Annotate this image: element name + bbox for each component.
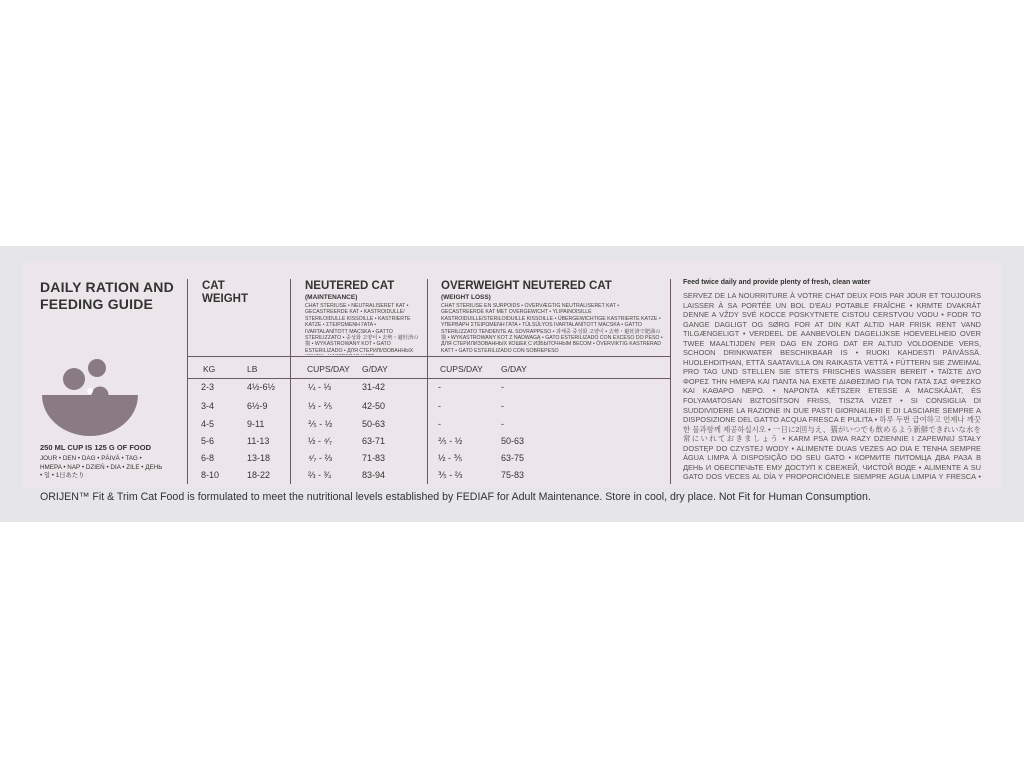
neutered-grams-cell: 63-71 xyxy=(362,436,386,446)
bowl-shape xyxy=(42,395,138,436)
overweight-grams-cell: 50-63 xyxy=(501,436,525,446)
neutered-grams-cell: 83-94 xyxy=(362,470,386,480)
kibble-icon xyxy=(63,368,85,390)
overweight-cups-cell: - xyxy=(438,419,441,429)
table-divider xyxy=(427,279,428,484)
table-divider xyxy=(290,279,291,484)
cat-weight-heading: CAT WEIGHT xyxy=(202,280,248,305)
lb-column-header: LB xyxy=(247,364,258,374)
lb-cell: 13-18 xyxy=(247,453,271,463)
overweight-grams-cell: 75-83 xyxy=(501,470,525,480)
footer-statement: ORIJEN™ Fit & Trim Cat Food is formulated to meet the nutritional levels established by FEDIAF for Adult Maintenance. Store in cool, dry place. Not Fit for Human Consumption. xyxy=(40,491,871,503)
overweight-cups-cell: ⅖ - ½ xyxy=(438,436,463,446)
neutered-heading: NEUTERED CAT xyxy=(305,280,395,292)
neutered-cups-cell: ⅓ - ⅖ xyxy=(308,401,333,411)
neutered-grams-cell: 50-63 xyxy=(362,419,386,429)
kg-cell: 3-4 xyxy=(201,401,215,411)
lb-cell: 11-13 xyxy=(247,436,270,446)
neutered-cups-cell: ⅔ - ¾ xyxy=(308,470,332,480)
overweight-cups-header: CUPS/DAY xyxy=(440,364,483,374)
overweight-cups-cell: - xyxy=(438,401,441,411)
overweight-grams-cell: 63-75 xyxy=(501,453,525,463)
lb-cell: 9-11 xyxy=(247,419,265,429)
kg-cell: 5-6 xyxy=(201,436,215,446)
neutered-cups-cell: ¼ - ⅓ xyxy=(308,382,332,392)
neutered-cups-header: CUPS/DAY xyxy=(307,364,350,374)
neutered-cups-cell: ½ - ⁴⁄₇ xyxy=(308,436,332,446)
kg-cell: 2-3 xyxy=(201,382,215,392)
overweight-grams-cell: - xyxy=(501,382,504,392)
neutered-grams-cell: 31-42 xyxy=(362,382,386,392)
neutered-grams-header: G/DAY xyxy=(362,364,388,374)
neutered-grams-cell: 42-50 xyxy=(362,401,386,411)
neutered-subheading: (MAINTENANCE) xyxy=(305,294,358,301)
lb-cell: 4½-6½ xyxy=(247,382,276,392)
overweight-grams-cell: - xyxy=(501,401,504,411)
page-title: DAILY RATION AND FEEDING GUIDE xyxy=(40,279,174,312)
kg-cell: 6-8 xyxy=(201,453,215,463)
overweight-heading: OVERWEIGHT NEUTERED CAT xyxy=(441,280,612,292)
overweight-cups-cell: - xyxy=(438,382,441,392)
overweight-cups-cell: ½ - ⅗ xyxy=(438,453,463,463)
neutered-grams-cell: 71-83 xyxy=(362,453,386,463)
column-rule xyxy=(187,378,670,379)
overweight-translations: CHAT STÉRILISÉ EN SURPOIDS • OVERVÆGTIG NEUTRALISERET KAT • GECASTREERDE KAT MET OVERGEWICHT • YLIPAINOISILLE KASTROIDUILLE/STERILOIDUILLE KISSOILLE • ÜBERGEWICHTIGE KASTRIERTE KATZE • ΥΠΕΡΒΑΡΗ ΣΤΕΙΡΩΜΕΝΗ ΓΑΤΑ • TÚLSÚLYOS IVARTALANÍTOTT MACSKA • GATTO STERILIZZATO TENDENTE AL SOVRAPPESO • 과체중 중성화 고양이 • 去勢・避妊済で肥満の猫 • WYKASTROWANY KOT Z NADWAGĄ • GATO ESTERILIZADO CON EXCESO DO PESO • ДЛЯ СТЕРИЛИЗОВАННЫХ КОШЕК С ИЗБЫТОЧНЫМ ВЕСОМ • ÖVERVIKTIG KASTRERAD KATT • GATO ESTERILIZADO CON SOBREPESO xyxy=(441,303,663,354)
kg-cell: 8-10 xyxy=(201,470,220,480)
neutered-cups-cell: ⁴⁄₇ - ⅔ xyxy=(308,453,332,463)
water-translations: SERVEZ DE LA NOURRITURE À VOTRE CHAT DEUX FOIS PAR JOUR ET TOUJOURS LAISSER À SA PORTÉE UN BOL D'EAU POTABLE FRAÎCHE • KRMTE DVAKRÁT DENNE A VŽDY SVÉ KOCCE POSKYTNETE CISTOU CERSTVOU VODU • FODR TO GANGE DAGLIGT OG SØRG FOR AT DIN KAT ALTID HAR FRISK RENT VAND TILGÆNGELIGT • VERDEEL DE AANBEVOLEN DAGELIJKSE HOEVEELHEID OVER TWEE MAALTIJDEN PER DAG EN ZORG DAT ER ALTIJD VOLDOENDE VERS, SCHOON DRINKWATER BESCHIKBAAR IS • RUOKI KAHDESTI PÄIVÄSSÄ. HUOLEHDITHAN, ETTÄ SAATAVILLA ON RAIKASTA VETTÄ • FÜTTERN SIE ZWEIMAL PRO TAG UND STELLEN SIE STETS FRISCHES WASSER BEREIT • ΤΑΪΣΤΕ ΔΥΟ ΦΟΡΕΣ ΤΗΝ ΗΜΕΡΑ ΚΑΙ ΠΑΝΤΑ ΝΑ ΕΧΕΤΕ ΔΙΑΘΕΣΙΜΟ ΓΙΑ ΤΟΝ ΓΑΤΑ ΣΑΣ ΦΡΕΣΚΟ ΚΑΙ ΚΑΘΑΡΟ ΝΕΡΟ. • NAPONTA KÉTSZER ETESSE A MACSKÁJÁT, ÉS FOLYAMATOSAN BIZTOSÍTSON FRISS, TISZTA VIZET • SI CONSIGLIA DI SUDDIVIDERE LA RAZIONE IN DUE PASTI GIORNALIERI E DI LASCIARE SEMPRE A DISPOSIZIONE DEL GATTO ACQUA FRESCA E PULITA • 하루 두번 급여하고 언제나 깨끗한 물과함께 제공하십시오 • 一日に2回与え、猫がいつでも飲めるよう新鮮できれいな水を常にいれておきましょう • KARM PSA DWA RAZY DZIENNIE I ZAPEWNIJ STAŁY DOSTĘP DO CZYSTEJ WODY • ALIMENTE DUAS VEZES AO DIA E TENHA SEMPRE ÁGUA LIMPA À DISPOSIÇÃO DO SEU GATO • КОРМИТЕ ПИТОМЦА ДВА РАЗА В ДЕНЬ И ОБЕСПЕЧЬТЕ ЕМУ ДОСТУП К СВЕЖЕЙ, ЧИСТОЙ ВОДЕ • ALIMENTE A SU GATO DOS VECES AL DÍA Y PROPORCIÓNELE SIEMPRE AGUA LIMPIA Y FRESCA • xyxy=(683,291,981,481)
overweight-subheading: (WEIGHT LOSS) xyxy=(441,294,491,301)
header-rule xyxy=(187,356,670,357)
kibble-icon xyxy=(88,359,106,377)
table-divider xyxy=(187,279,188,484)
overweight-cups-cell: ⅗ - ⅔ xyxy=(438,470,463,480)
water-heading: Feed twice daily and provide plenty of fresh, clean water xyxy=(683,279,871,286)
cup-note: 250 ML CUP IS 125 G OF FOOD xyxy=(40,443,152,452)
lb-cell: 18-22 xyxy=(247,470,271,480)
kg-cell: 4-5 xyxy=(201,419,215,429)
overweight-grams-cell: - xyxy=(501,419,504,429)
table-divider xyxy=(670,279,671,484)
bowl-icon xyxy=(40,358,140,440)
kg-column-header: KG xyxy=(203,364,216,374)
neutered-cups-cell: ⅖ - ½ xyxy=(308,419,333,429)
neutered-translations: CHAT STÉRILISÉ • NEUTRALISERET KAT • GECASTREERDE KAT • KASTROIDULLE/ STERILOIDULLE KISSOILLE • KASTRIERTE KATZE • ΣΤΕΙΡΩΜΕΝΗ ΓΑΤΑ • IVARTALANÍTOTT MACSKA • GATTO STERILIZZATO • 중성화 고양이 • 去勢・避妊済の猫 • WYKASTROWANY KOT • GATO ESTERILIZADO • ДЛЯ СТЕРИЛИЗОВАННЫХ xyxy=(305,303,419,354)
day-translations: JOUR • DEN • DAG • PÄIVÄ • TAG • ΗΜΕΡΑ • NAP • DZIEŃ • DIA • ZILE • ДЕНЬ • 일 • 1日あたり xyxy=(40,455,163,480)
lb-cell: 6½-9 xyxy=(247,401,268,411)
overweight-grams-header: G/DAY xyxy=(501,364,527,374)
